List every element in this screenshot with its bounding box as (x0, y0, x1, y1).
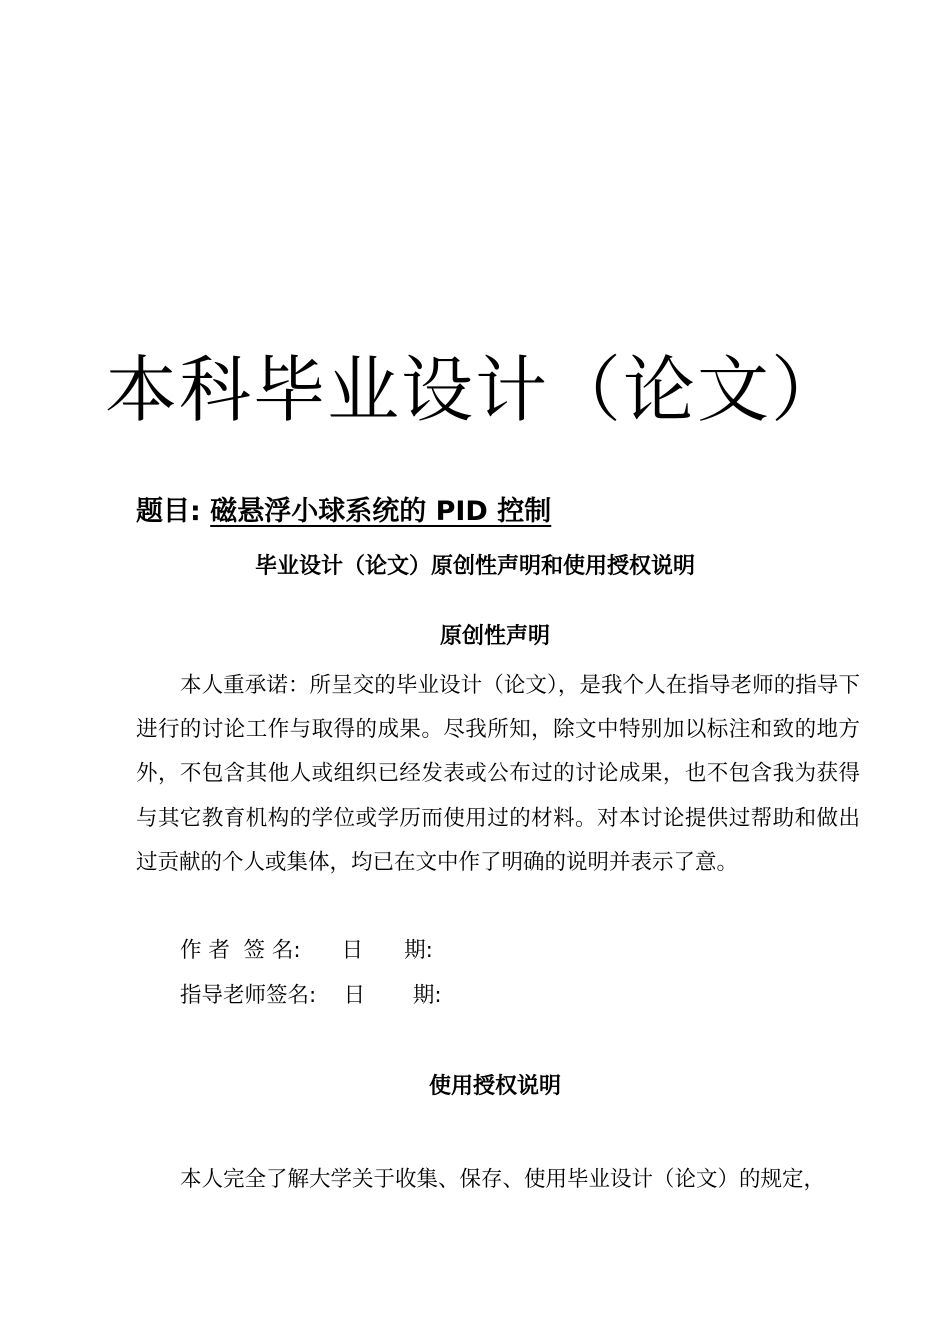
thesis-topic (136, 492, 551, 532)
topic-label: 题目: (136, 496, 211, 527)
topic-value: 磁悬浮小球系统的 PID 控制 (210, 496, 552, 527)
advisor-signature-line: 指导老师签名: 日 期: (180, 983, 442, 1008)
originality-heading: 原创性声明 (439, 624, 550, 649)
originality-statement: 本人重承诺：所呈交的毕业设计（论文），是我个人在指导老师的指导下进行的讨论工作与取得的成果。尽我所知，除文中特别加以标注和致的地方外，不包含其他人或组织已经发表或公布过的讨论成果，也不包含我为获得与其它教育机构的学位或学历而使用过的材料。对本讨论提供过帮助和做出过贡献的个人或集体，均已在文中作了明确的说明并表示了意。 (136, 673, 860, 875)
authorization-heading: 使用授权说明 (428, 1074, 561, 1099)
author-signature-line: 作 者 签 名: 日 期: (180, 938, 433, 963)
main-title: 本科毕业设计（论文） (104, 348, 845, 432)
declaration-heading: 毕业设计（论文）原创性声明和使用授权说明 (254, 554, 695, 579)
authorization-statement: 本人完全了解大学关于收集、保存、使用毕业设计（论文）的规定， (180, 1167, 826, 1192)
